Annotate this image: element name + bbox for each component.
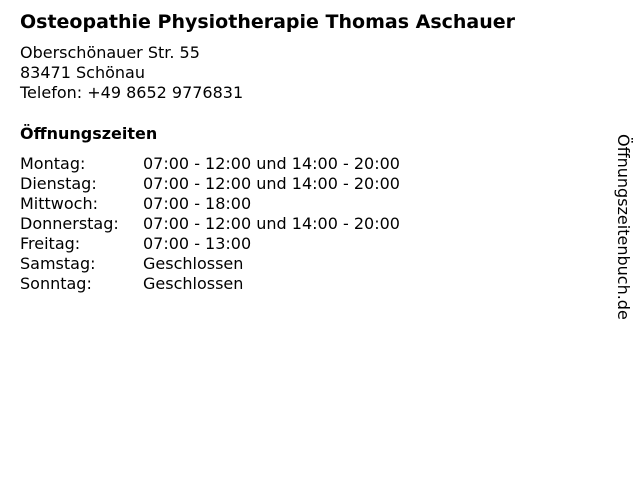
hours-row-saturday xyxy=(20,254,463,274)
day-label: Donnerstag: xyxy=(20,214,119,233)
hours-row-monday xyxy=(20,154,463,174)
brand-watermark: Öffnungszeitenbuch.de xyxy=(614,134,633,320)
hours-value: Geschlossen xyxy=(143,254,244,273)
city-address: 83471 Schönau xyxy=(20,63,145,82)
day-label: Freitag: xyxy=(20,234,81,253)
hours-value: Geschlossen xyxy=(143,274,244,293)
hours-value: 07:00 - 12:00 und 14:00 - 20:00 xyxy=(143,154,400,173)
hours-row-friday xyxy=(20,234,463,254)
hours-value: 07:00 - 12:00 und 14:00 - 20:00 xyxy=(143,214,400,233)
hours-value: 07:00 - 13:00 xyxy=(143,234,252,253)
day-label: Mittwoch: xyxy=(20,194,98,213)
day-label: Samstag: xyxy=(20,254,96,273)
day-label: Sonntag: xyxy=(20,274,92,293)
business-address xyxy=(20,43,243,103)
day-label: Dienstag: xyxy=(20,174,97,193)
hours-value: 07:00 - 12:00 und 14:00 - 20:00 xyxy=(143,174,400,193)
hours-row-sunday xyxy=(20,274,463,294)
opening-hours-table xyxy=(20,154,463,294)
hours-row-thursday xyxy=(20,214,463,234)
day-label: Montag: xyxy=(20,154,86,173)
opening-hours-heading: Öffnungszeiten xyxy=(20,124,158,143)
hours-row-tuesday xyxy=(20,174,463,194)
street-address: Oberschönauer Str. 55 xyxy=(20,43,200,62)
hours-row-wednesday xyxy=(20,194,463,214)
phone-number: Telefon: +49 8652 9776831 xyxy=(20,83,244,102)
business-name: Osteopathie Physiotherapie Thomas Aschauer xyxy=(20,11,516,33)
hours-value: 07:00 - 18:00 xyxy=(143,194,252,213)
